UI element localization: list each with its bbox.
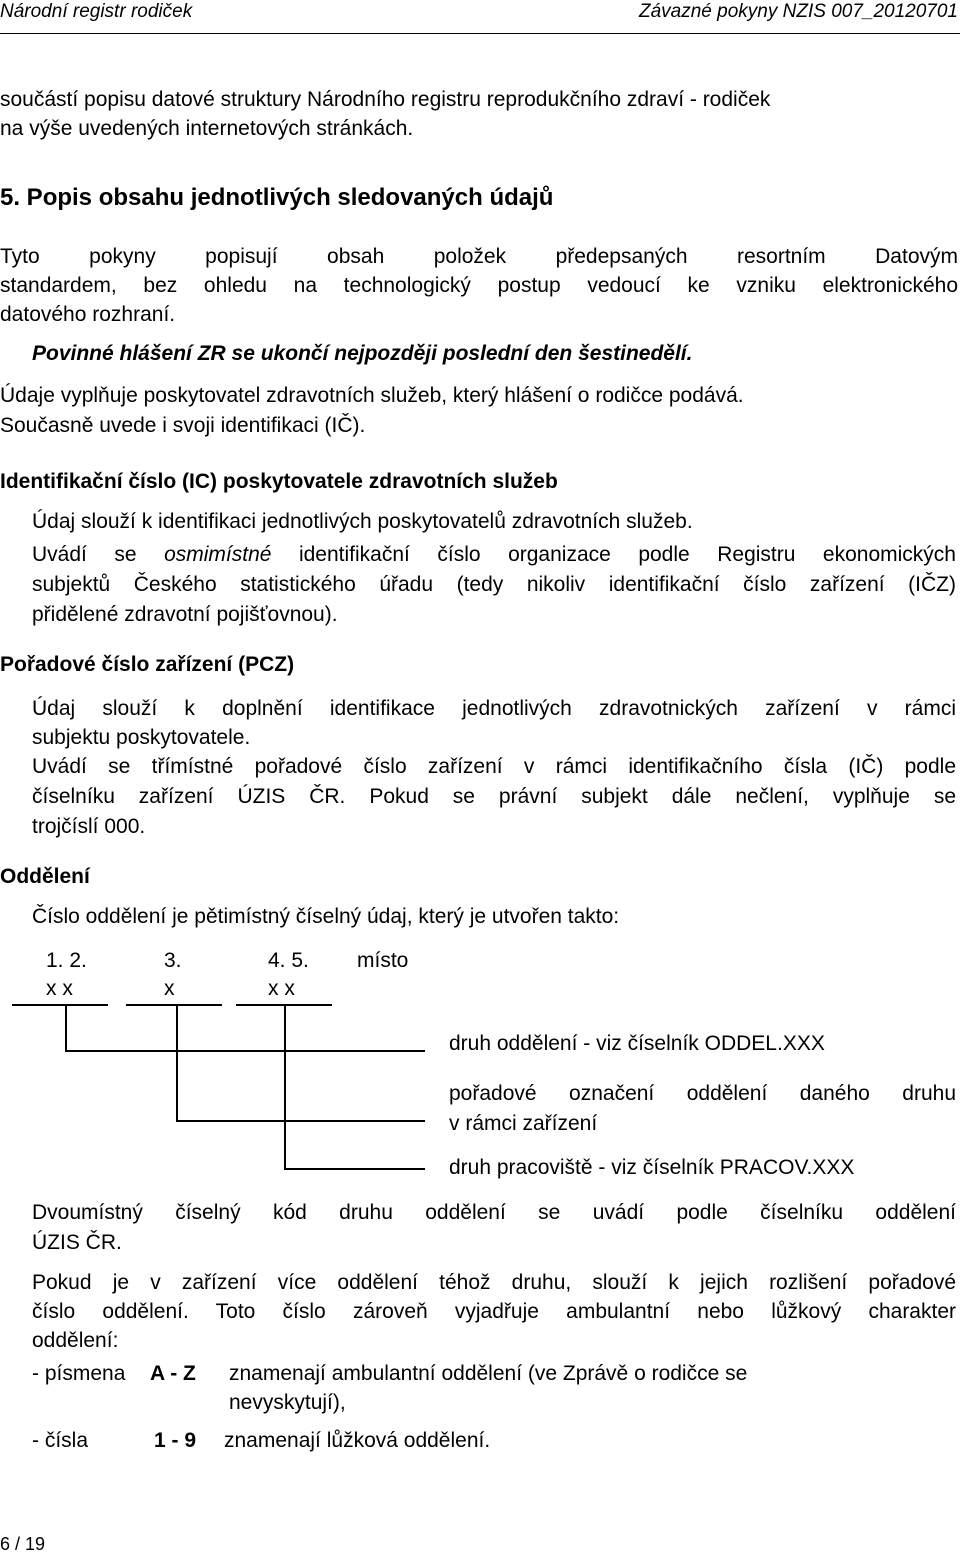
diagram-label-line: pořadové označení oddělení daného druhu <box>449 1082 956 1105</box>
list-item-text: znamenají ambulantní oddělení (ve Zprávě o rodičce se <box>229 1362 748 1385</box>
list-item-text: znamenají lůžková oddělení. <box>224 1429 491 1452</box>
oddeleni-paragraph <box>32 1268 956 1355</box>
header-rule <box>0 33 960 34</box>
ic-line: Uvádí se osmimístné identifikační číslo organizace podle Registru ekonomických <box>32 543 956 566</box>
diagram-placeholder-3: x <box>164 977 175 1000</box>
diagram-label <box>449 1079 956 1139</box>
ic-emphasis: osmimístné <box>164 543 272 566</box>
diagram-label-line: v rámci zařízení <box>449 1112 598 1135</box>
header-document-id: Závazné pokyny NZIS 007_20120701 <box>639 1 958 22</box>
diagram-connector <box>65 1050 425 1052</box>
list-item-range: 1 - 9 <box>154 1429 197 1452</box>
section-paragraph <box>0 242 958 329</box>
section-heading: 5. Popis obsahu jednotlivých sledovaných údajů <box>0 184 554 211</box>
ic-line: Údaj slouží k identifikaci jednotlivých poskytovatelů zdravotních služeb. <box>32 510 693 533</box>
pcz-line: trojčíslí 000. <box>32 815 146 838</box>
paragraph-line: datového rozhraní. <box>0 303 176 326</box>
ic-heading: Identifikační číslo (IC) poskytovatele zdravotních služeb <box>0 470 558 493</box>
header-registry-title: Národní registr rodiček <box>0 1 193 22</box>
diagram-underline <box>12 1004 108 1006</box>
pcz-heading: Pořadové číslo zařízení (PCZ) <box>0 653 295 676</box>
paragraph-line: číslo oddělení. Toto číslo zároveň vyjadřuje ambulantní nebo lůžkový charakter <box>32 1300 956 1323</box>
diagram-position-12: 1. 2. <box>46 949 87 972</box>
paragraph-line: oddělení: <box>32 1329 119 1352</box>
diagram-connector <box>176 1005 178 1121</box>
paragraph-line: ÚZIS ČR. <box>32 1231 122 1254</box>
oddeleni-paragraph <box>32 1198 956 1258</box>
pcz-line: číselníku zařízení ÚZIS ČR. Pokud se právní subjekt dále nečlení, vyplňuje se <box>32 785 956 808</box>
intro-line: součástí popisu datové struktury Národního registru reprodukčního zdraví - rodiček <box>0 88 771 111</box>
page-number: 6 / 19 <box>0 1534 46 1554</box>
diagram-connector <box>284 1168 425 1170</box>
pcz-line: Údaj slouží k doplnění identifikace jednotlivých zdravotnických zařízení v rámci <box>32 697 956 720</box>
diagram-placeholder-45: x x <box>268 977 295 1000</box>
intro-line: na výše uvedených internetových stránkách. <box>0 117 414 140</box>
ic-line: přidělené zdravotní pojišťovnou). <box>32 603 338 626</box>
diagram-placeholder-12: x x <box>46 977 73 1000</box>
diagram-position-3: 3. <box>164 949 182 972</box>
diagram-connector <box>176 1120 425 1122</box>
ic-line: subjektů Českého statistického úřadu (tedy nikoliv identifikační číslo zařízení (IČZ) <box>32 573 956 596</box>
list-item-prefix: - čísla <box>32 1429 89 1452</box>
ic-paragraph <box>32 540 956 630</box>
paragraph-line: Pokud je v zařízení více oddělení téhož druhu, slouží k jejich rozlišení pořadové <box>32 1271 956 1294</box>
diagram-connector <box>284 1005 286 1169</box>
diagram-position-45: 4. 5. <box>268 949 309 972</box>
pcz-line: Uvádí se třímístné pořadové číslo zařízení v rámci identifikačního čísla (IČ) podle <box>32 755 956 778</box>
list-item-prefix: - písmena <box>32 1362 126 1385</box>
list-item-range: A - Z <box>150 1362 196 1385</box>
diagram-label: druh oddělení - viz číselník ODDEL.XXX <box>449 1032 825 1055</box>
paragraph-line: standardem, bez ohledu na technologický postup vedoucí ke vzniku elektronického <box>0 274 958 297</box>
paragraph-line: Tyto pokyny popisují obsah položek předepsaných resortním Datovým <box>0 245 958 268</box>
oddeleni-heading: Oddělení <box>0 865 90 888</box>
pcz-paragraph <box>32 752 956 842</box>
deadline-note: Povinné hlášení ZR se ukončí nejpozději poslední den šestinedělí. <box>32 342 693 365</box>
diagram-label: druh pracoviště - viz číselník PRACOV.XXX <box>449 1156 855 1179</box>
filler-line: Údaje vyplňuje poskytovatel zdravotních služeb, který hlášení o rodičce podává. <box>0 384 744 407</box>
filler-line: Současně uvede i svoji identifikaci (IČ). <box>0 414 366 437</box>
diagram-underline <box>126 1004 222 1006</box>
paragraph-line: Dvoumístný číselný kód druhu oddělení se uvádí podle číselníku oddělení <box>32 1201 956 1224</box>
diagram-position-label: místo <box>357 949 409 972</box>
oddeleni-intro: Číslo oddělení je pětimístný číselný údaj, který je utvořen takto: <box>32 905 620 928</box>
list-item-text: nevyskytují), <box>229 1391 346 1414</box>
pcz-paragraph <box>32 694 956 752</box>
diagram-connector <box>65 1005 67 1051</box>
pcz-line: subjektu poskytovatele. <box>32 726 251 749</box>
